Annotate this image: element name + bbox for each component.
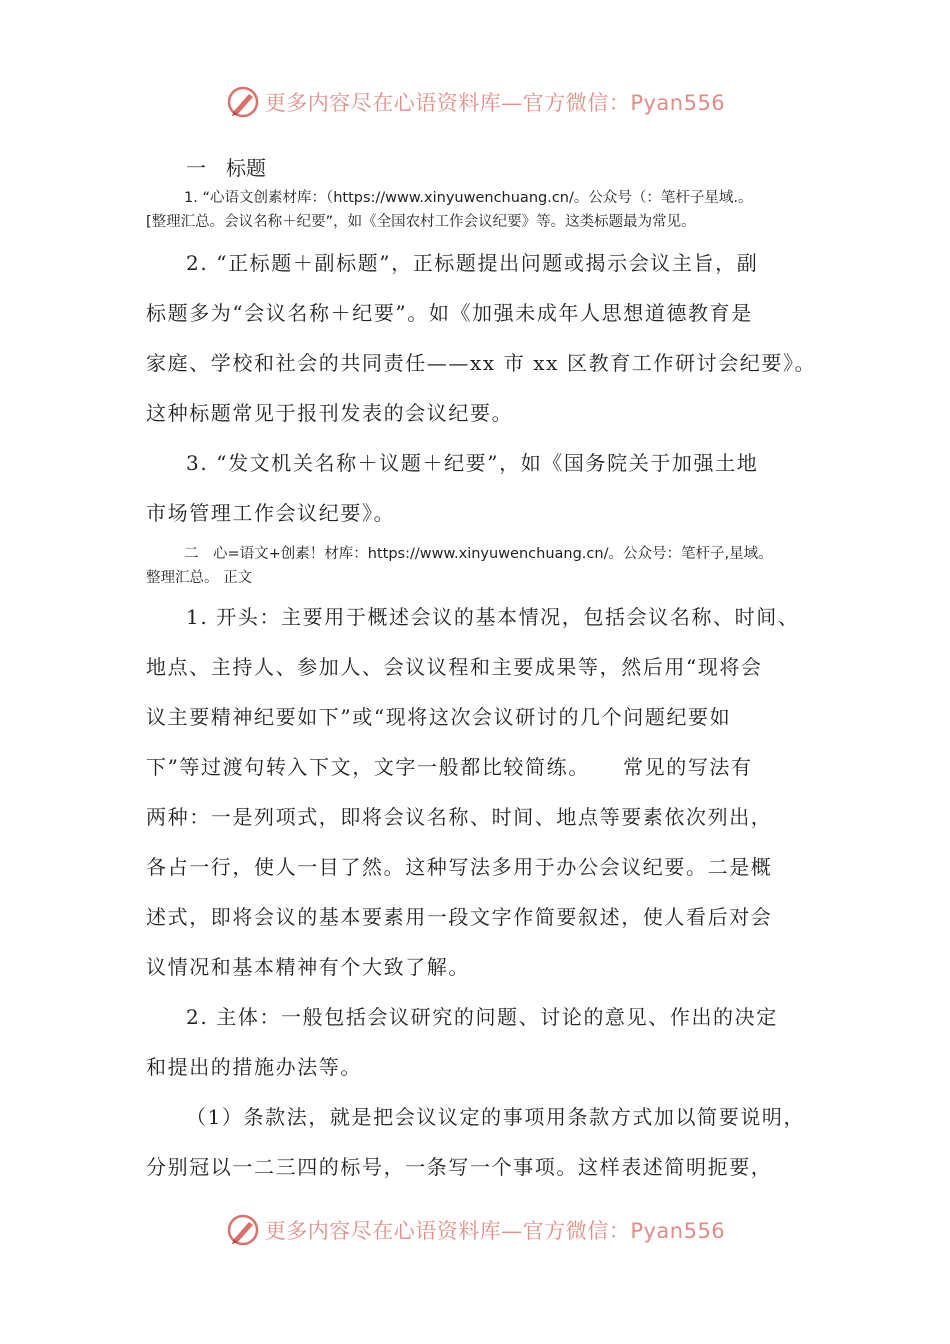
- text-line: 2. 主体：一般包括会议研究的问题、讨论的意见、作出的决定: [186, 1005, 778, 1029]
- note-line: 整理汇总。 正文: [146, 570, 253, 586]
- header-banner: [0, 82, 950, 122]
- text-line: 述式，即将会议的基本要素用一段文字作简要叙述，使人看后对会: [146, 905, 773, 929]
- wechat-id: Pyan556: [630, 1219, 726, 1243]
- banner-text: 更多内容尽在心语资料库—官方微信：Pyan556: [264, 1219, 726, 1243]
- paragraph-body3: [146, 1092, 816, 1192]
- note-line: 1. “心语文创素材库：（https://www.xinyuwenchuang.cn/。公众号（：笔杆子星域.。: [184, 190, 753, 206]
- footer-banner: [0, 1210, 950, 1250]
- text-line: 市场管理工作会议纪要》。: [146, 501, 396, 525]
- paragraph-body2: [146, 992, 816, 1092]
- document-body: [146, 150, 816, 1192]
- text-line: 3. “发文机关名称＋议题＋纪要”，如《国务院关于加强土地: [186, 451, 759, 475]
- paragraph-item3: [146, 438, 816, 538]
- text-line: 这种标题常见于报刊发表的会议纪要。: [146, 401, 514, 425]
- text-line: 分别冠以一二三四的标号，一条写一个事项。这样表述简明扼要，: [146, 1155, 773, 1179]
- note-line: 二 心=语文+创素！材库：https://www.xinyuwenchuang.cn/。公众号：笔杆子,星域。: [184, 546, 773, 562]
- pen-logo-icon: [225, 84, 261, 120]
- text-line: 两种：一是列项式，即将会议名称、时间、地点等要素依次列出，: [146, 805, 773, 829]
- paragraph-item2: [146, 238, 816, 438]
- note-line: [整理汇总。会议名称＋纪要”，如《全国农村工作会议纪要》等。这类标题最为常见。: [146, 214, 696, 230]
- section-heading-title: 一 标题: [186, 156, 266, 180]
- text-line: 下”等过渡句转入下文，文字一般都比较简练。 常见的写法有: [146, 755, 753, 779]
- text-line: 标题多为“会议名称＋纪要”。如《加强未成年人思想道德教育是: [146, 301, 753, 325]
- banner-text: 更多内容尽在心语资料库—官方微信：Pyan556: [264, 91, 726, 115]
- text-line: 地点、主持人、参加人、会议议程和主要成果等，然后用“现将会: [146, 655, 763, 679]
- text-line: 各占一行，使人一目了然。这种写法多用于办公会议纪要。二是概: [146, 855, 773, 879]
- text-line: 2. “正标题＋副标题”，正标题提出问题或揭示会议主旨，副: [186, 251, 759, 275]
- text-line: （1）条款法，就是把会议议定的事项用条款方式加以简要说明，: [186, 1105, 806, 1129]
- text-line: 议情况和基本精神有个大致了解。: [146, 955, 470, 979]
- text-line: 1. 开头：主要用于概述会议的基本情况，包括会议名称、时间、: [186, 605, 800, 629]
- wechat-id: Pyan556: [630, 91, 726, 115]
- text-line: 议主要精神纪要如下”或“现将这次会议研讨的几个问题纪要如: [146, 705, 732, 729]
- paragraph-body1: [146, 592, 816, 992]
- text-line: 家庭、学校和社会的共同责任——xx 市 xx 区教育工作研讨会纪要》。: [146, 351, 817, 375]
- text-line: 和提出的措施办法等。: [146, 1055, 362, 1079]
- pen-logo-icon: [225, 1212, 261, 1248]
